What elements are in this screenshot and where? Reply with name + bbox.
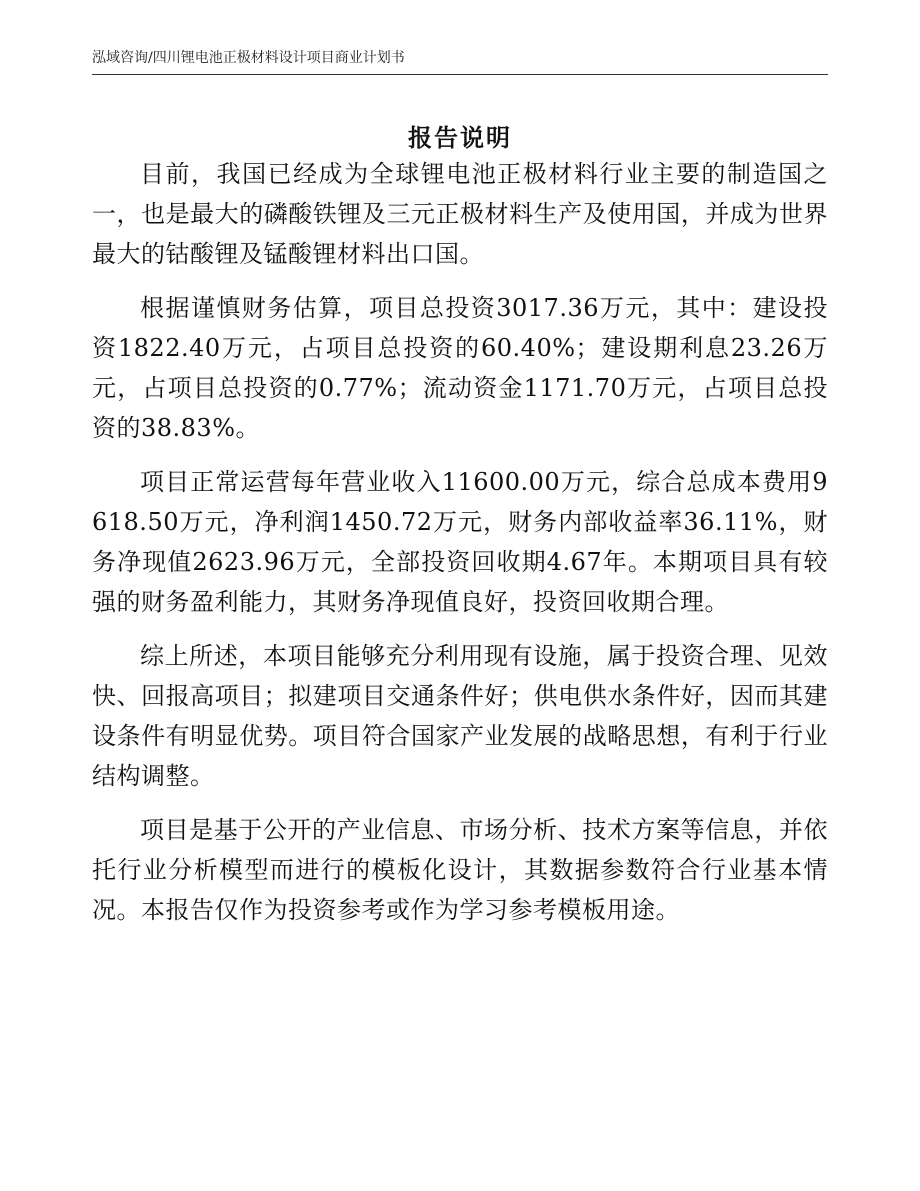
body-text [92,154,828,944]
paragraph: 根据谨慎财务估算，项目总投资3017.36万元，其中：建设投资1822.40万元，占项目总投资的60.40%；建设期利息23.26万元，占项目总投资的0.77%；流动资金1171.70万元，占项目总投资的38.83%。 [92,294,828,442]
paragraph: 项目正常运营每年营业收入11600.00万元，综合总成本费用9618.50万元，净利润1450.72万元，财务内部收益率36.11%，财务净现值2623.96万元，全部投资回收期4.67年。本期项目具有较强的财务盈利能力，其财务净现值良好，投资回收期合理。 [92,468,828,616]
paragraph: 综上所述，本项目能够充分利用现有设施，属于投资合理、见效快、回报高项目；拟建项目交通条件好；供电供水条件好，因而其建设条件有明显优势。项目符合国家产业发展的战略思想，有利于行业结构调整。 [92,642,828,790]
running-header: 泓域咨询/四川锂电池正极材料设计项目商业计划书 [92,50,405,66]
paragraph: 项目是基于公开的产业信息、市场分析、技术方案等信息，并依托行业分析模型而进行的模板化设计，其数据参数符合行业基本情况。本报告仅作为投资参考或作为学习参考模板用途。 [92,816,828,924]
header-divider [92,74,828,75]
section-title: 报告说明 [408,123,512,152]
paragraph: 目前，我国已经成为全球锂电池正极材料行业主要的制造国之一，也是最大的磷酸铁锂及三元正极材料生产及使用国，并成为世界最大的钴酸锂及锰酸锂材料出口国。 [92,160,828,268]
